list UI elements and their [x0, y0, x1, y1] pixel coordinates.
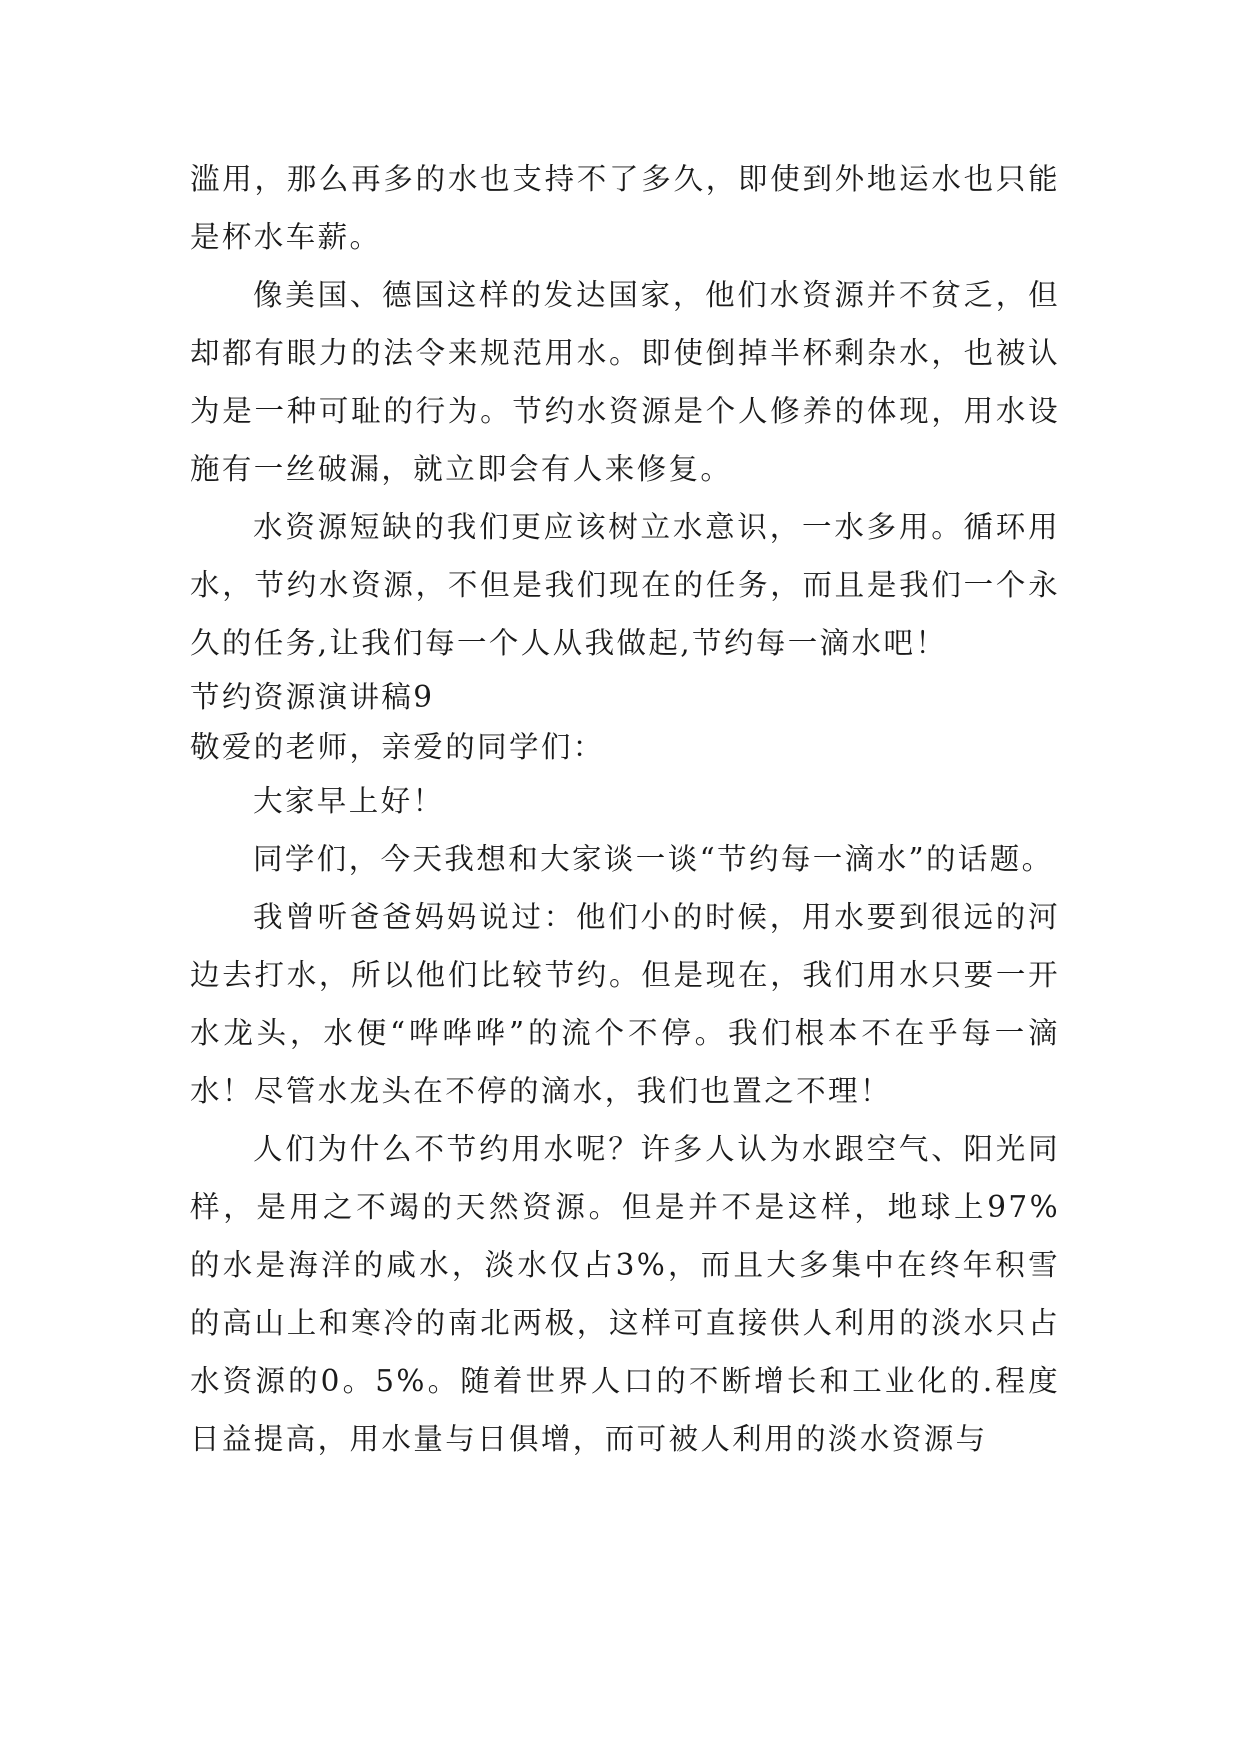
paragraph: 滥用，那么再多的水也支持不了多久，即使到外地运水也只能是杯水车薪。: [190, 162, 1060, 254]
paragraph: 人们为什么不节约用水呢？许多人认为水跟空气、阳光同样，是用之不竭的天然资源。但是并不是这样，地球上97%的水是海洋的咸水，淡水仅占3%，而且大多集中在终年积雪的高山上和寒冷的南北两极，这样可直接供人利用的淡水只占水资源的0。5%。随着世界人口的不断增长和工业化的.程度日益提高，用水量与日俱增，而可被人利用的淡水资源与: [190, 1132, 1060, 1456]
greeting: 大家早上好！: [253, 784, 445, 818]
document-page: [190, 150, 1060, 1468]
section-heading: 节约资源演讲稿9: [190, 680, 435, 714]
paragraph: 水资源短缺的我们更应该树立水意识，一水多用。循环用水，节约水资源，不但是我们现在的任务，而且是我们一个永久的任务,让我们每一个人从我做起,节约每一滴水吧！: [190, 510, 1060, 660]
paragraph: 同学们，今天我想和大家谈一谈“节约每一滴水”的话题。: [253, 842, 1054, 876]
salutation: 敬爱的老师，亲爱的同学们：: [190, 730, 605, 764]
paragraph: 像美国、德国这样的发达国家，他们水资源并不贫乏，但却都有眼力的法令来规范用水。即使倒掉半杯剩杂水，也被认为是一种可耻的行为。节约水资源是个人修养的体现，用水设施有一丝破漏，就立即会有人来修复。: [190, 278, 1060, 486]
paragraph: 我曾听爸爸妈妈说过：他们小的时候，用水要到很远的河边去打水，所以他们比较节约。但是现在，我们用水只要一开水龙头，水便“哗哗哗”的流个不停。我们根本不在乎每一滴水！尽管水龙头在不停的滴水，我们也置之不理！: [190, 900, 1060, 1108]
